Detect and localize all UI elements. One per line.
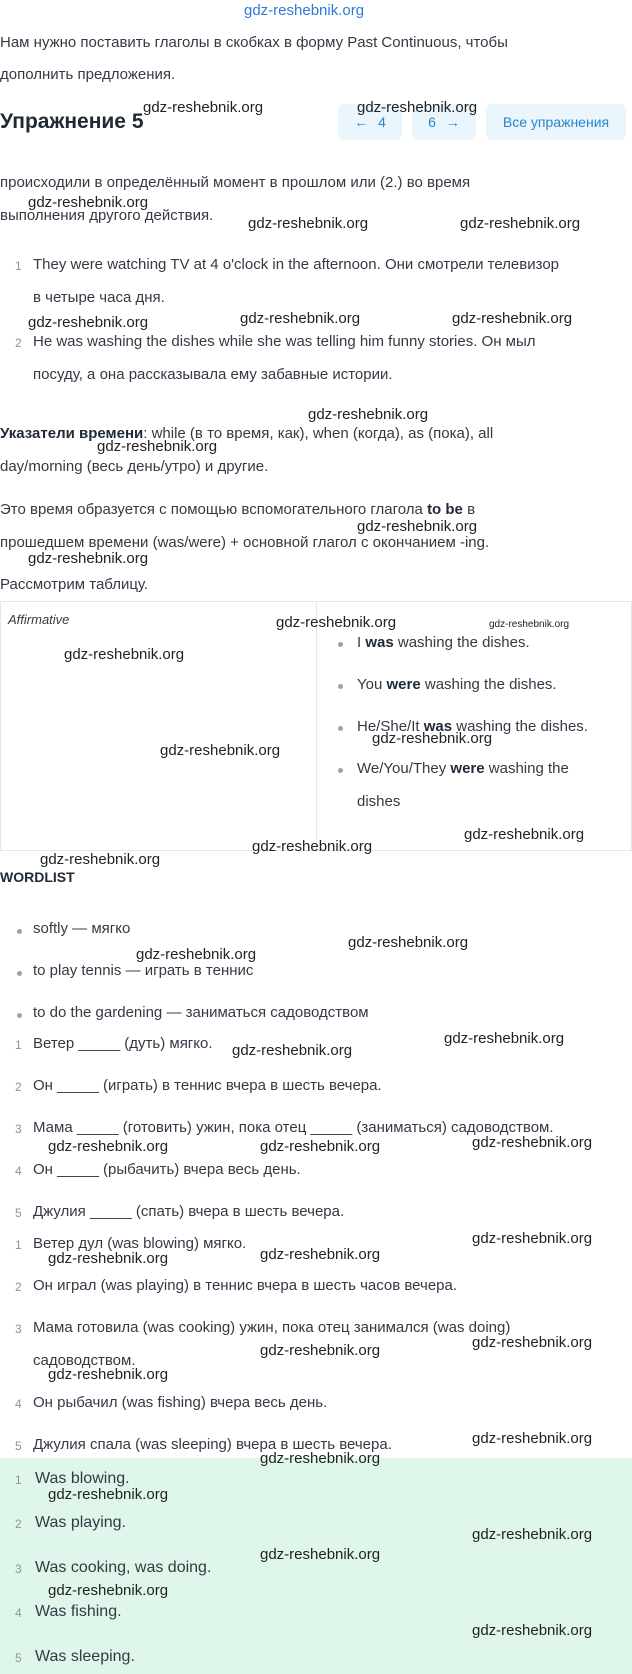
answer-number: 2: [15, 1517, 22, 1531]
example-line: в четыре часа дня.: [33, 289, 165, 306]
watermark: gdz-reshebnik.org: [136, 946, 257, 963]
watermark: gdz-reshebnik.org: [232, 1042, 353, 1059]
watermark: gdz-reshebnik.org: [460, 215, 581, 232]
theory-line-1: происходили в определённый момент в прошлом или (2.) во время: [0, 174, 471, 191]
watermark: gdz-reshebnik.org: [308, 406, 429, 423]
task-number: 5: [15, 1206, 22, 1220]
watermark: gdz-reshebnik.org: [472, 1430, 593, 1447]
bullet-icon: [17, 929, 22, 934]
watermark: gdz-reshebnik.org: [48, 1486, 169, 1503]
translation-item: Джулия спала (was sleeping) вчера в шесть вечера.: [33, 1436, 392, 1453]
watermark: gdz-reshebnik.org: [452, 310, 573, 327]
watermark: gdz-reshebnik.org: [260, 1450, 381, 1467]
formation-line-2: прошедшем времени (was/were) + основной глагол с окончанием -ing.: [0, 534, 490, 551]
translation-number: 5: [15, 1439, 22, 1453]
watermark: gdz-reshebnik.org: [28, 314, 149, 331]
translation-number: 4: [15, 1397, 22, 1411]
table-row: I was washing the dishes.: [357, 634, 530, 651]
watermark: gdz-reshebnik.org: [48, 1250, 169, 1267]
intro-line-1: Нам нужно поставить глаголы в скобках в форму Past Continuous, чтобы: [0, 34, 508, 51]
table-row: He/She/It was washing the dishes.: [357, 718, 588, 735]
watermark: gdz-reshebnik.org: [252, 838, 373, 855]
watermark: gdz-reshebnik.org: [260, 1246, 381, 1263]
translation-item: Мама готовила (was cooking) ужин, пока отец занимался (was doing): [33, 1319, 511, 1336]
example-line: They were watching TV at 4 o'clock in the afternoon. Они смотрели телевизор: [33, 256, 560, 273]
watermark: gdz-reshebnik.org: [260, 1546, 381, 1563]
table-divider: [316, 602, 317, 851]
answer-number: 3: [15, 1562, 22, 1576]
answer-number: 4: [15, 1606, 22, 1620]
table-row-continuation: dishes: [357, 793, 401, 810]
watermark: gdz-reshebnik.org: [260, 1342, 381, 1359]
answer-number: 1: [15, 1473, 22, 1487]
task-item: Он _____ (играть) в теннис вчера в шесть вечера.: [33, 1077, 382, 1094]
translation-number: 1: [15, 1238, 22, 1252]
bullet-icon: [17, 971, 22, 976]
formation-line-1: Это время образуется с помощью вспомогательного глагола to be в: [0, 501, 476, 518]
watermark: gdz-reshebnik.org: [160, 742, 281, 759]
example-number: 1: [15, 259, 22, 273]
theory-line-2: выполнения другого действия.: [0, 207, 214, 224]
intro-line-2: дополнить предложения.: [0, 66, 176, 83]
arrow-right-icon: →: [445, 114, 460, 130]
watermark: gdz-reshebnik.org: [244, 2, 365, 19]
table-row: We/You/They were washing the: [357, 760, 569, 777]
bullet-icon: [338, 726, 343, 731]
answer-item: Was fishing.: [35, 1603, 122, 1620]
clipped-line-remnant: [0, 155, 632, 159]
watermark: gdz-reshebnik.org: [240, 310, 361, 327]
task-item: Джулия _____ (спать) вчера в шесть вечера.: [33, 1203, 345, 1220]
watermark: gdz-reshebnik.org: [48, 1366, 169, 1383]
bullet-icon: [338, 642, 343, 647]
table-row: You were washing the dishes.: [357, 676, 557, 693]
watermark: gdz-reshebnik.org: [444, 1030, 565, 1047]
time-markers: Указатели времени: while (в то время, как), when (когда), as (пока), all: [0, 425, 494, 442]
example-line: He was washing the dishes while she was telling him funny stories. Он мыл: [33, 333, 536, 350]
task-item: Он _____ (рыбачить) вчера весь день.: [33, 1161, 301, 1178]
arrow-left-icon: ←: [354, 114, 369, 130]
watermark: gdz-reshebnik.org: [276, 614, 397, 631]
answer-item: Was sleeping.: [35, 1648, 135, 1665]
example-number: 2: [15, 336, 22, 350]
translation-number: 3: [15, 1322, 22, 1336]
bullet-icon: [338, 768, 343, 773]
watermark: gdz-reshebnik.org: [40, 851, 161, 868]
translation-item: Ветер дул (was blowing) мягко.: [33, 1235, 247, 1252]
answer-item: Was blowing.: [35, 1470, 130, 1487]
watermark: gdz-reshebnik.org: [489, 619, 570, 630]
watermark: gdz-reshebnik.org: [143, 99, 264, 116]
watermark: gdz-reshebnik.org: [64, 646, 185, 663]
answer-number: 5: [15, 1651, 22, 1665]
wordlist-item: to play tennis — играть в теннис: [33, 962, 254, 979]
task-number: 2: [15, 1080, 22, 1094]
watermark: gdz-reshebnik.org: [348, 934, 469, 951]
watermark: gdz-reshebnik.org: [472, 1526, 593, 1543]
wordlist-item: softly — мягко: [33, 920, 131, 937]
watermark: gdz-reshebnik.org: [464, 826, 585, 843]
watermark: gdz-reshebnik.org: [357, 518, 478, 535]
watermark: gdz-reshebnik.org: [472, 1230, 593, 1247]
watermark: gdz-reshebnik.org: [372, 730, 493, 747]
watermark: gdz-reshebnik.org: [472, 1334, 593, 1351]
task-item: Ветер _____ (дуть) мягко.: [33, 1035, 213, 1052]
watermark: gdz-reshebnik.org: [28, 550, 149, 567]
task-number: 1: [15, 1038, 22, 1052]
translation-item: Он рыбачил (was fishing) вчера весь день.: [33, 1394, 328, 1411]
watermark: gdz-reshebnik.org: [472, 1134, 593, 1151]
watermark: gdz-reshebnik.org: [472, 1622, 593, 1639]
watermark: gdz-reshebnik.org: [248, 215, 369, 232]
translation-number: 2: [15, 1280, 22, 1294]
example-line: посуду, а она рассказывала ему забавные истории.: [33, 366, 393, 383]
bullet-icon: [338, 684, 343, 689]
watermark: gdz-reshebnik.org: [48, 1582, 169, 1599]
translation-item-continuation: садоводством.: [33, 1352, 136, 1369]
task-number: 3: [15, 1122, 22, 1136]
task-number: 4: [15, 1164, 22, 1178]
formation-line-3: Рассмотрим таблицу.: [0, 576, 149, 593]
watermark: gdz-reshebnik.org: [357, 99, 478, 116]
answer-item: Was playing.: [35, 1514, 126, 1531]
bullet-icon: [17, 1013, 22, 1018]
next-exercise-button[interactable]: 6 →: [412, 104, 476, 140]
time-markers-line-2: day/morning (весь день/утро) и другие.: [0, 458, 269, 475]
page-title: Упражнение 5: [0, 110, 144, 133]
wordlist-item: to do the gardening — заниматься садоводством: [33, 1004, 369, 1021]
table-header: Affirmative: [8, 612, 70, 627]
prev-exercise-button[interactable]: ← 4: [338, 104, 402, 140]
task-item: Мама _____ (готовить) ужин, пока отец _____ (заниматься) садоводством.: [33, 1119, 554, 1136]
watermark: gdz-reshebnik.org: [97, 438, 218, 455]
all-exercises-button[interactable]: Все упражнения: [486, 104, 626, 140]
answer-item: Was cooking, was doing.: [35, 1559, 212, 1576]
watermark: gdz-reshebnik.org: [28, 194, 149, 211]
watermark: gdz-reshebnik.org: [48, 1138, 169, 1155]
translation-item: Он играл (was playing) в теннис вчера в шесть часов вечера.: [33, 1277, 458, 1294]
watermark: gdz-reshebnik.org: [260, 1138, 381, 1155]
wordlist-title: WORDLIST: [0, 869, 75, 885]
